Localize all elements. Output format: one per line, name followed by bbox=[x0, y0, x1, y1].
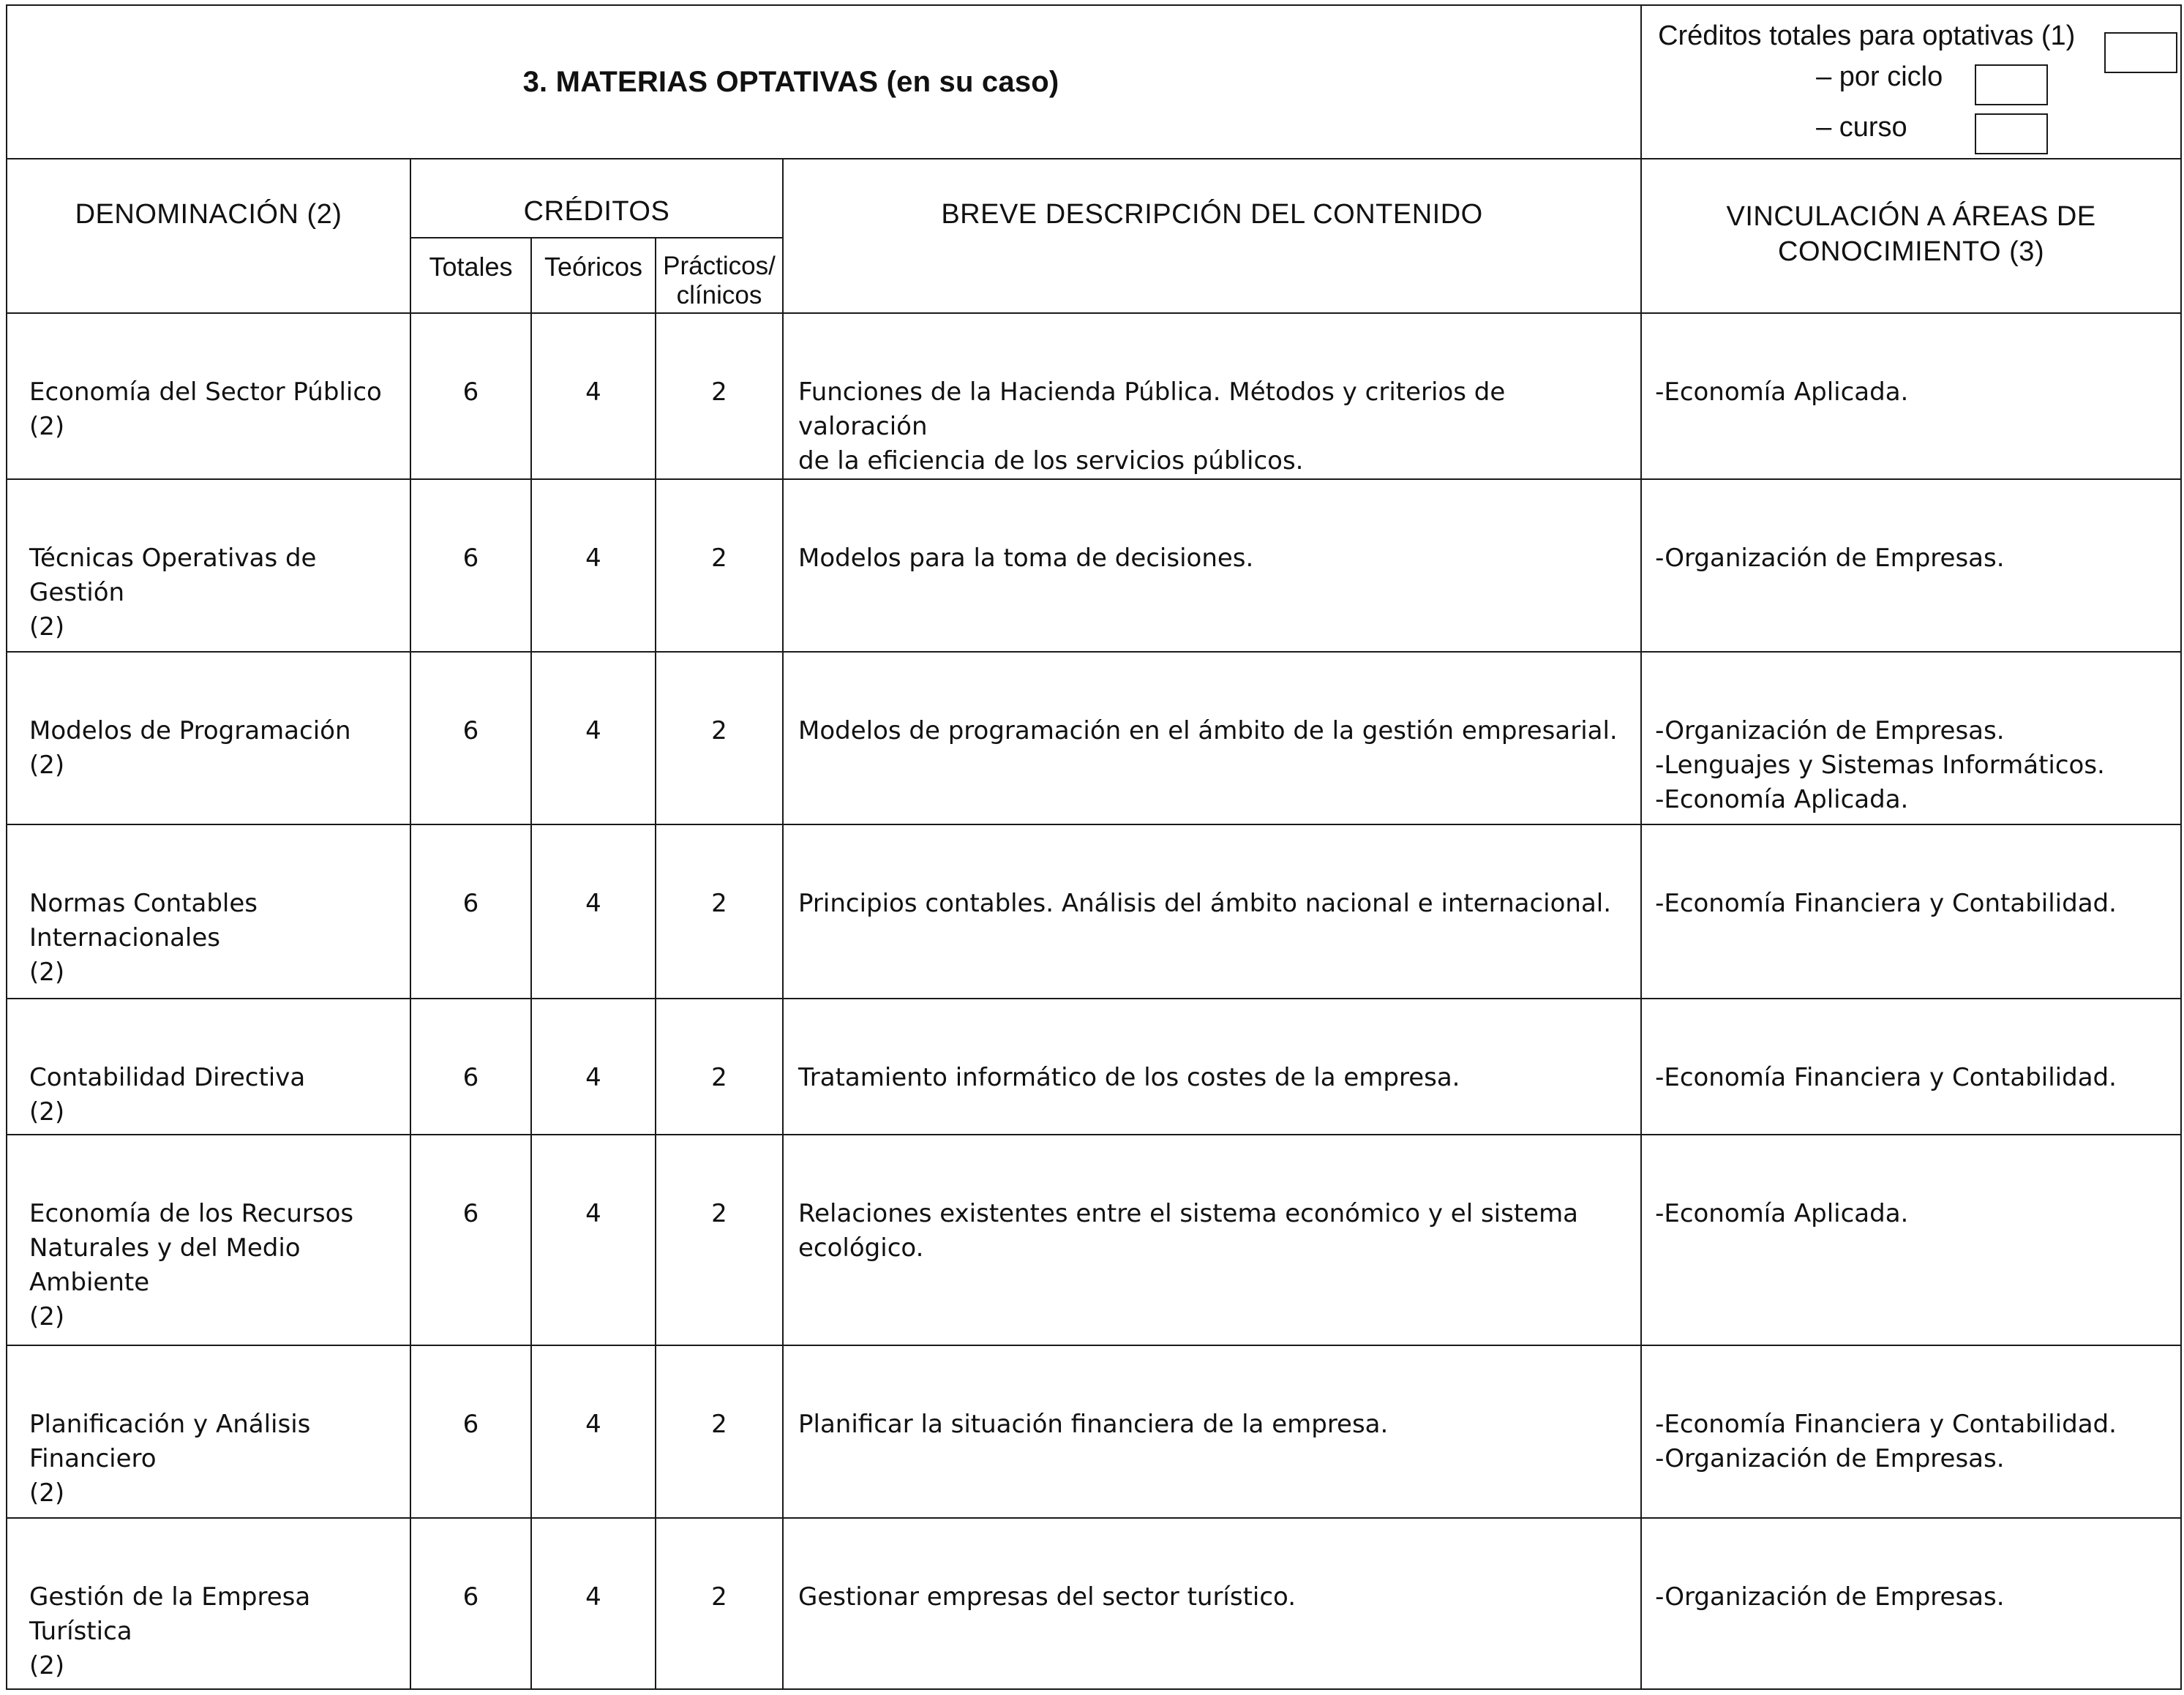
subject-name-line: Gestión bbox=[29, 578, 125, 607]
title-row bbox=[7, 5, 2181, 159]
practicos-header bbox=[656, 238, 783, 313]
credits-practicos: 2 bbox=[656, 824, 783, 999]
subject-description-line: Principios contables. Análisis del ámbito nacional e internacional. bbox=[798, 889, 1612, 918]
subject-name bbox=[7, 824, 410, 999]
subject-name-line: Economía del Sector Público bbox=[29, 377, 382, 407]
knowledge-areas-line: -Economía Financiera y Contabilidad. bbox=[1655, 889, 2117, 918]
table-row bbox=[7, 824, 2181, 999]
knowledge-areas-line: -Organización de Empresas. bbox=[1655, 716, 2005, 745]
credits-totales: 6 bbox=[410, 999, 531, 1135]
subject-name-line: (2) bbox=[29, 1097, 65, 1127]
creditos-header: CRÉDITOS bbox=[410, 159, 783, 238]
course-label: – curso bbox=[1816, 112, 1907, 143]
subject-name-line: Normas Contables bbox=[29, 889, 258, 918]
knowledge-areas bbox=[1641, 652, 2181, 824]
totales-header: Totales bbox=[410, 238, 531, 313]
knowledge-areas bbox=[1641, 479, 2181, 652]
practicos-header-line-1: Prácticos/ bbox=[663, 252, 776, 280]
descripcion-header: BREVE DESCRIPCIÓN DEL CONTENIDO bbox=[783, 159, 1641, 313]
credits-totales: 6 bbox=[410, 313, 531, 479]
subject-name-line: (2) bbox=[29, 1478, 65, 1508]
table-row bbox=[7, 1345, 2181, 1518]
subject-description-line: ecológico. bbox=[798, 1233, 924, 1263]
vinculacion-header-line-1: VINCULACIÓN A ÁREAS DE bbox=[1726, 201, 2096, 232]
subject-description-line: Relaciones existentes entre el sistema económico y el sistema bbox=[798, 1199, 1579, 1228]
subject-name-line: Turística bbox=[29, 1617, 132, 1646]
subject-name-line: (2) bbox=[29, 612, 65, 642]
credits-practicos: 2 bbox=[656, 313, 783, 479]
credits-practicos: 2 bbox=[656, 1345, 783, 1518]
subject-name-line: (2) bbox=[29, 751, 65, 780]
subject-description-line: Modelos para la toma de decisiones. bbox=[798, 544, 1254, 573]
vinculacion-header bbox=[1641, 159, 2181, 313]
credits-summary bbox=[1641, 5, 2181, 159]
credits-practicos: 2 bbox=[656, 1518, 783, 1689]
subject-name-line: Modelos de Programación bbox=[29, 716, 351, 745]
subject-description bbox=[783, 1135, 1641, 1345]
credits-practicos: 2 bbox=[656, 479, 783, 652]
credits-totales: 6 bbox=[410, 479, 531, 652]
credits-teoricos: 4 bbox=[531, 1135, 656, 1345]
table-row bbox=[7, 1518, 2181, 1689]
table-row bbox=[7, 999, 2181, 1135]
header-row-1 bbox=[7, 159, 2181, 238]
knowledge-areas-line: -Organización de Empresas. bbox=[1655, 544, 2005, 573]
subject-description-line: Gestionar empresas del sector turístico. bbox=[798, 1582, 1296, 1612]
knowledge-areas-line: -Economía Aplicada. bbox=[1655, 1199, 1909, 1228]
optional-subjects-form bbox=[6, 4, 2180, 1691]
subject-name bbox=[7, 479, 410, 652]
subject-description bbox=[783, 479, 1641, 652]
knowledge-areas-line: -Economía Financiera y Contabilidad. bbox=[1655, 1063, 2117, 1092]
subjects-table bbox=[6, 4, 2182, 1690]
credits-teoricos: 4 bbox=[531, 824, 656, 999]
subject-name bbox=[7, 999, 410, 1135]
knowledge-areas-line: -Lenguajes y Sistemas Informáticos. bbox=[1655, 751, 2105, 780]
subject-name bbox=[7, 1518, 410, 1689]
knowledge-areas bbox=[1641, 1345, 2181, 1518]
credits-teoricos: 4 bbox=[531, 479, 656, 652]
subject-name-line: Contabilidad Directiva bbox=[29, 1063, 306, 1092]
credits-teoricos: 4 bbox=[531, 999, 656, 1135]
credits-practicos: 2 bbox=[656, 999, 783, 1135]
credits-practicos: 2 bbox=[656, 1135, 783, 1345]
table-row bbox=[7, 652, 2181, 824]
subject-description-line: Funciones de la Hacienda Pública. Métodos y criterios de valoración bbox=[798, 377, 1506, 441]
knowledge-areas-line: -Economía Aplicada. bbox=[1655, 377, 1909, 407]
subject-name bbox=[7, 313, 410, 479]
credits-totales: 6 bbox=[410, 824, 531, 999]
subject-description-line: de la eficiencia de los servicios públicos. bbox=[798, 446, 1304, 476]
credits-teoricos: 4 bbox=[531, 1518, 656, 1689]
credits-practicos: 2 bbox=[656, 652, 783, 824]
knowledge-areas-line: -Economía Financiera y Contabilidad. bbox=[1655, 1410, 2117, 1439]
subject-description bbox=[783, 999, 1641, 1135]
subject-name bbox=[7, 1345, 410, 1518]
subject-description bbox=[783, 1345, 1641, 1518]
subject-description-line: Tratamiento informático de los costes de la empresa. bbox=[798, 1063, 1460, 1092]
subject-name-line: Internacionales bbox=[29, 923, 220, 952]
subject-name bbox=[7, 1135, 410, 1345]
course-box[interactable] bbox=[1975, 113, 2048, 154]
credits-totales: 6 bbox=[410, 652, 531, 824]
page-title: 3. MATERIAS OPTATIVAS (en su caso) bbox=[7, 5, 1641, 159]
subject-description bbox=[783, 652, 1641, 824]
knowledge-areas-line: -Economía Aplicada. bbox=[1655, 785, 1909, 814]
credits-totales: 6 bbox=[410, 1518, 531, 1689]
knowledge-areas-line: -Organización de Empresas. bbox=[1655, 1582, 2005, 1612]
credits-total-box[interactable] bbox=[2104, 32, 2177, 73]
subject-name-line: (2) bbox=[29, 1651, 65, 1680]
subject-name-line: (2) bbox=[29, 412, 65, 441]
subject-description bbox=[783, 824, 1641, 999]
denominacion-header: DENOMINACIÓN (2) bbox=[7, 159, 410, 313]
knowledge-areas-line: -Organización de Empresas. bbox=[1655, 1444, 2005, 1473]
per-cycle-box[interactable] bbox=[1975, 64, 2048, 105]
subject-name bbox=[7, 652, 410, 824]
credits-totales: 6 bbox=[410, 1135, 531, 1345]
subject-description-line: Modelos de programación en el ámbito de la gestión empresarial. bbox=[798, 716, 1618, 745]
knowledge-areas bbox=[1641, 824, 2181, 999]
credits-teoricos: 4 bbox=[531, 313, 656, 479]
subject-description bbox=[783, 313, 1641, 479]
knowledge-areas bbox=[1641, 313, 2181, 479]
subject-name-line: (2) bbox=[29, 958, 65, 987]
subject-name-line: Técnicas Operativas de bbox=[29, 544, 317, 573]
credits-teoricos: 4 bbox=[531, 652, 656, 824]
subject-name-line: Financiero bbox=[29, 1444, 157, 1473]
credits-total-label: Créditos totales para optativas (1) bbox=[1658, 20, 2076, 51]
credits-totales: 6 bbox=[410, 1345, 531, 1518]
table-row bbox=[7, 313, 2181, 479]
knowledge-areas bbox=[1641, 1135, 2181, 1345]
per-cycle-label: – por ciclo bbox=[1816, 61, 1943, 92]
subject-name-line: Gestión de la Empresa bbox=[29, 1582, 311, 1612]
teoricos-header: Teóricos bbox=[531, 238, 656, 313]
subject-name-line: Naturales y del Medio bbox=[29, 1233, 301, 1263]
table-row bbox=[7, 1135, 2181, 1345]
credits-teoricos: 4 bbox=[531, 1345, 656, 1518]
subject-description-line: Planificar la situación financiera de la empresa. bbox=[798, 1410, 1389, 1439]
subject-name-line: Ambiente bbox=[29, 1268, 150, 1297]
knowledge-areas bbox=[1641, 999, 2181, 1135]
table-row bbox=[7, 479, 2181, 652]
subject-name-line: Economía de los Recursos bbox=[29, 1199, 354, 1228]
practicos-header-line-2: clínicos bbox=[676, 281, 762, 309]
subject-name-line: (2) bbox=[29, 1302, 65, 1331]
vinculacion-header-line-2: CONOCIMIENTO (3) bbox=[1778, 236, 2045, 267]
subject-name-line: Planificación y Análisis bbox=[29, 1410, 311, 1439]
knowledge-areas bbox=[1641, 1518, 2181, 1689]
subject-description bbox=[783, 1518, 1641, 1689]
